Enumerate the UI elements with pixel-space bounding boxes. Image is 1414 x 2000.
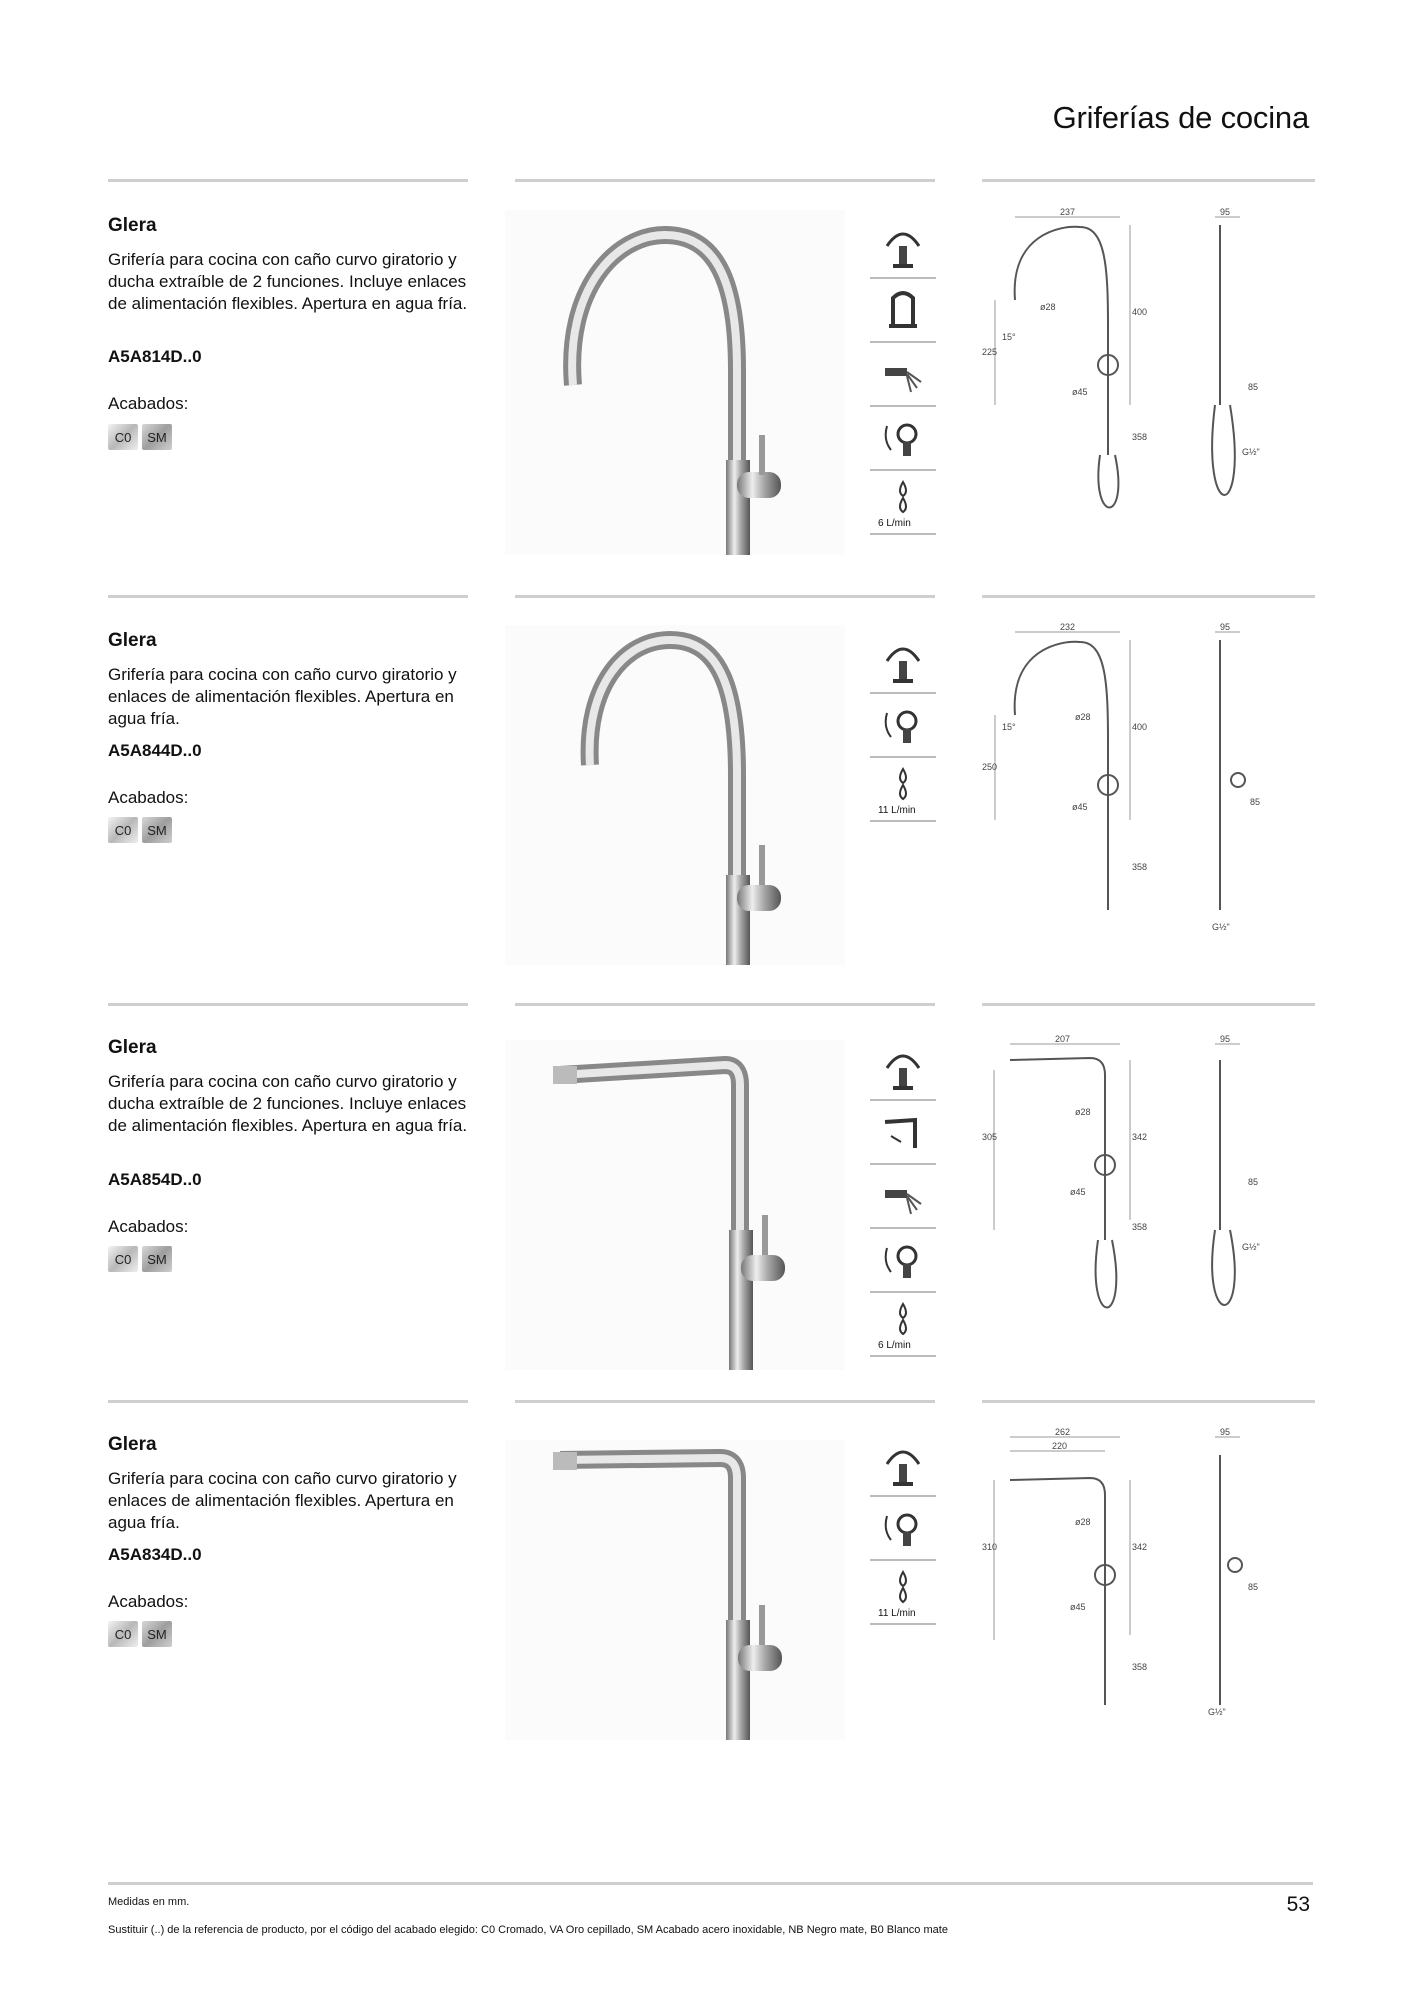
dim-base-diameter: ø45 [1072, 802, 1088, 812]
finish-swatch-chrome: C0 [108, 424, 138, 450]
product-description: Grifería para cocina con caño curvo giratorio y enlaces de alimentación flexibles. Apertura en agua fría. [108, 1469, 457, 1532]
technical-drawing [980, 205, 1320, 550]
dim-base-diameter: ø45 [1070, 1187, 1086, 1197]
water-flow-icon [870, 1561, 936, 1625]
finishes-label: Acabados: [108, 394, 189, 413]
dim-angle: 15° [1002, 722, 1016, 732]
divider [108, 595, 468, 598]
faucet-photo [505, 625, 845, 965]
feature-icons [870, 215, 936, 535]
feature-icons [870, 630, 936, 822]
high-spout-icon [870, 279, 936, 343]
finish-swatches [108, 1621, 172, 1647]
faucet-photo [505, 210, 845, 555]
footer-divider [108, 1882, 1313, 1885]
finish-swatch-chrome: C0 [108, 817, 138, 843]
dim-handle: 85 [1248, 1177, 1259, 1187]
finish-swatch-steel: SM [142, 817, 172, 843]
finish-swatch-chrome: C0 [108, 1246, 138, 1272]
dim-handle: 85 [1248, 382, 1259, 392]
flow-rate: 11 L/min [878, 805, 916, 816]
finish-swatches [108, 1246, 172, 1272]
finish-swatch-steel: SM [142, 1246, 172, 1272]
dim-depth: 95 [1220, 207, 1231, 217]
dim-spout-height: 305 [982, 1132, 998, 1142]
dim-spout-diameter: ø28 [1075, 1107, 1091, 1117]
finishes-label: Acabados: [108, 1592, 189, 1611]
divider [515, 179, 935, 182]
swivel-spout-icon [870, 1433, 936, 1497]
dim-handle: 85 [1250, 797, 1261, 807]
divider [515, 1400, 935, 1403]
footer-note-finishes: Sustituir (..) de la referencia de producto, por el código del acabado elegido: C0 Cromado, VA Oro cepillado, SM Acabado acero inoxidable, NB Negro mate, B0 Blanco mate [108, 1924, 948, 1936]
dim-angle: 15° [1002, 332, 1016, 342]
product-reference: A5A844D..0 [108, 741, 202, 760]
dim-handle: 85 [1248, 1582, 1259, 1592]
divider [982, 1003, 1315, 1006]
dim-spout-height: 250 [982, 762, 998, 772]
dim-spout-diameter: ø28 [1040, 302, 1056, 312]
swivel-spout-icon [870, 215, 936, 279]
dim-base-diameter: ø45 [1070, 1602, 1086, 1612]
pull-out-shower-icon [870, 343, 936, 407]
product-reference: A5A814D..0 [108, 347, 202, 366]
dim-width-inner: 220 [1052, 1441, 1068, 1451]
dim-depth: 95 [1220, 1427, 1231, 1437]
product-description: Grifería para cocina con caño curvo giratorio y ducha extraíble de 2 funciones. Incluye enlaces de alimentación flexibles. Apertura en agua fría. [108, 1072, 468, 1135]
dim-width: 237 [1060, 207, 1076, 217]
product-name: Glera [108, 1434, 157, 1455]
water-flow-icon [870, 758, 936, 822]
finishes-label: Acabados: [108, 788, 189, 807]
faucet-photo [505, 1440, 845, 1740]
pull-out-shower-icon [870, 1165, 936, 1229]
technical-drawing [980, 1425, 1320, 1725]
finish-swatches [108, 424, 172, 450]
feature-icons [870, 1037, 936, 1357]
divider [108, 179, 468, 182]
dim-depth: 95 [1220, 1034, 1231, 1044]
product-name: Glera [108, 1037, 157, 1058]
dim-width: 232 [1060, 622, 1076, 632]
footer-note-measures: Medidas en mm. [108, 1896, 190, 1908]
extractable-spout-icon [870, 1101, 936, 1165]
finish-swatch-steel: SM [142, 1621, 172, 1647]
divider [108, 1400, 468, 1403]
dim-connection: G½" [1212, 922, 1230, 932]
dim-connection: G½" [1242, 447, 1260, 457]
finish-swatch-steel: SM [142, 424, 172, 450]
dim-hose: 358 [1132, 1222, 1148, 1232]
dim-total-height: 342 [1132, 1542, 1148, 1552]
technical-drawing [980, 1030, 1320, 1350]
swivel-spout-icon [870, 1037, 936, 1101]
swivel-spout-icon [870, 630, 936, 694]
faucet-photo [505, 1040, 845, 1370]
flow-rate: 6 L/min [878, 1340, 911, 1351]
divider [515, 1003, 935, 1006]
dim-total-height: 342 [1132, 1132, 1148, 1142]
dim-spout-height: 310 [982, 1542, 998, 1552]
dim-connection: G½" [1208, 1707, 1226, 1717]
divider [982, 1400, 1315, 1403]
product-description: Grifería para cocina con caño curvo giratorio y ducha extraíble de 2 funciones. Incluye enlaces de alimentación flexibles. Apertura en agua fría. [108, 250, 468, 313]
dim-total-height: 400 [1132, 307, 1148, 317]
dim-total-height: 400 [1132, 722, 1148, 732]
dim-width: 207 [1055, 1034, 1071, 1044]
dim-connection: G½" [1242, 1242, 1260, 1252]
divider [982, 179, 1315, 182]
finish-swatches [108, 817, 172, 843]
page-number: 53 [1286, 1893, 1310, 1916]
dim-hose: 358 [1132, 862, 1148, 872]
dim-hose: 358 [1132, 432, 1148, 442]
dim-spout-diameter: ø28 [1075, 1517, 1091, 1527]
dim-base-diameter: ø45 [1072, 387, 1088, 397]
divider [108, 1003, 468, 1006]
dim-hose: 358 [1132, 1662, 1148, 1672]
flow-rate: 11 L/min [878, 1608, 916, 1619]
flow-rate: 6 L/min [878, 518, 911, 529]
dim-depth: 95 [1220, 622, 1231, 632]
dim-spout-diameter: ø28 [1075, 712, 1091, 722]
product-name: Glera [108, 630, 157, 651]
product-name: Glera [108, 215, 157, 236]
finish-swatch-chrome: C0 [108, 1621, 138, 1647]
divider [515, 595, 935, 598]
product-reference: A5A834D..0 [108, 1545, 202, 1564]
water-flow-icon [870, 471, 936, 535]
product-reference: A5A854D..0 [108, 1170, 202, 1189]
lever-handle-icon [870, 407, 936, 471]
dim-spout-height: 225 [982, 347, 998, 357]
lever-handle-icon [870, 694, 936, 758]
dim-width: 262 [1055, 1427, 1071, 1437]
finishes-label: Acabados: [108, 1217, 189, 1236]
page-title: Griferías de cocina [1052, 100, 1309, 135]
feature-icons [870, 1433, 936, 1625]
water-flow-icon [870, 1293, 936, 1357]
divider [982, 595, 1315, 598]
lever-handle-icon [870, 1497, 936, 1561]
product-description: Grifería para cocina con caño curvo giratorio y enlaces de alimentación flexibles. Apertura en agua fría. [108, 665, 457, 728]
technical-drawing [980, 620, 1320, 940]
lever-handle-icon [870, 1229, 936, 1293]
